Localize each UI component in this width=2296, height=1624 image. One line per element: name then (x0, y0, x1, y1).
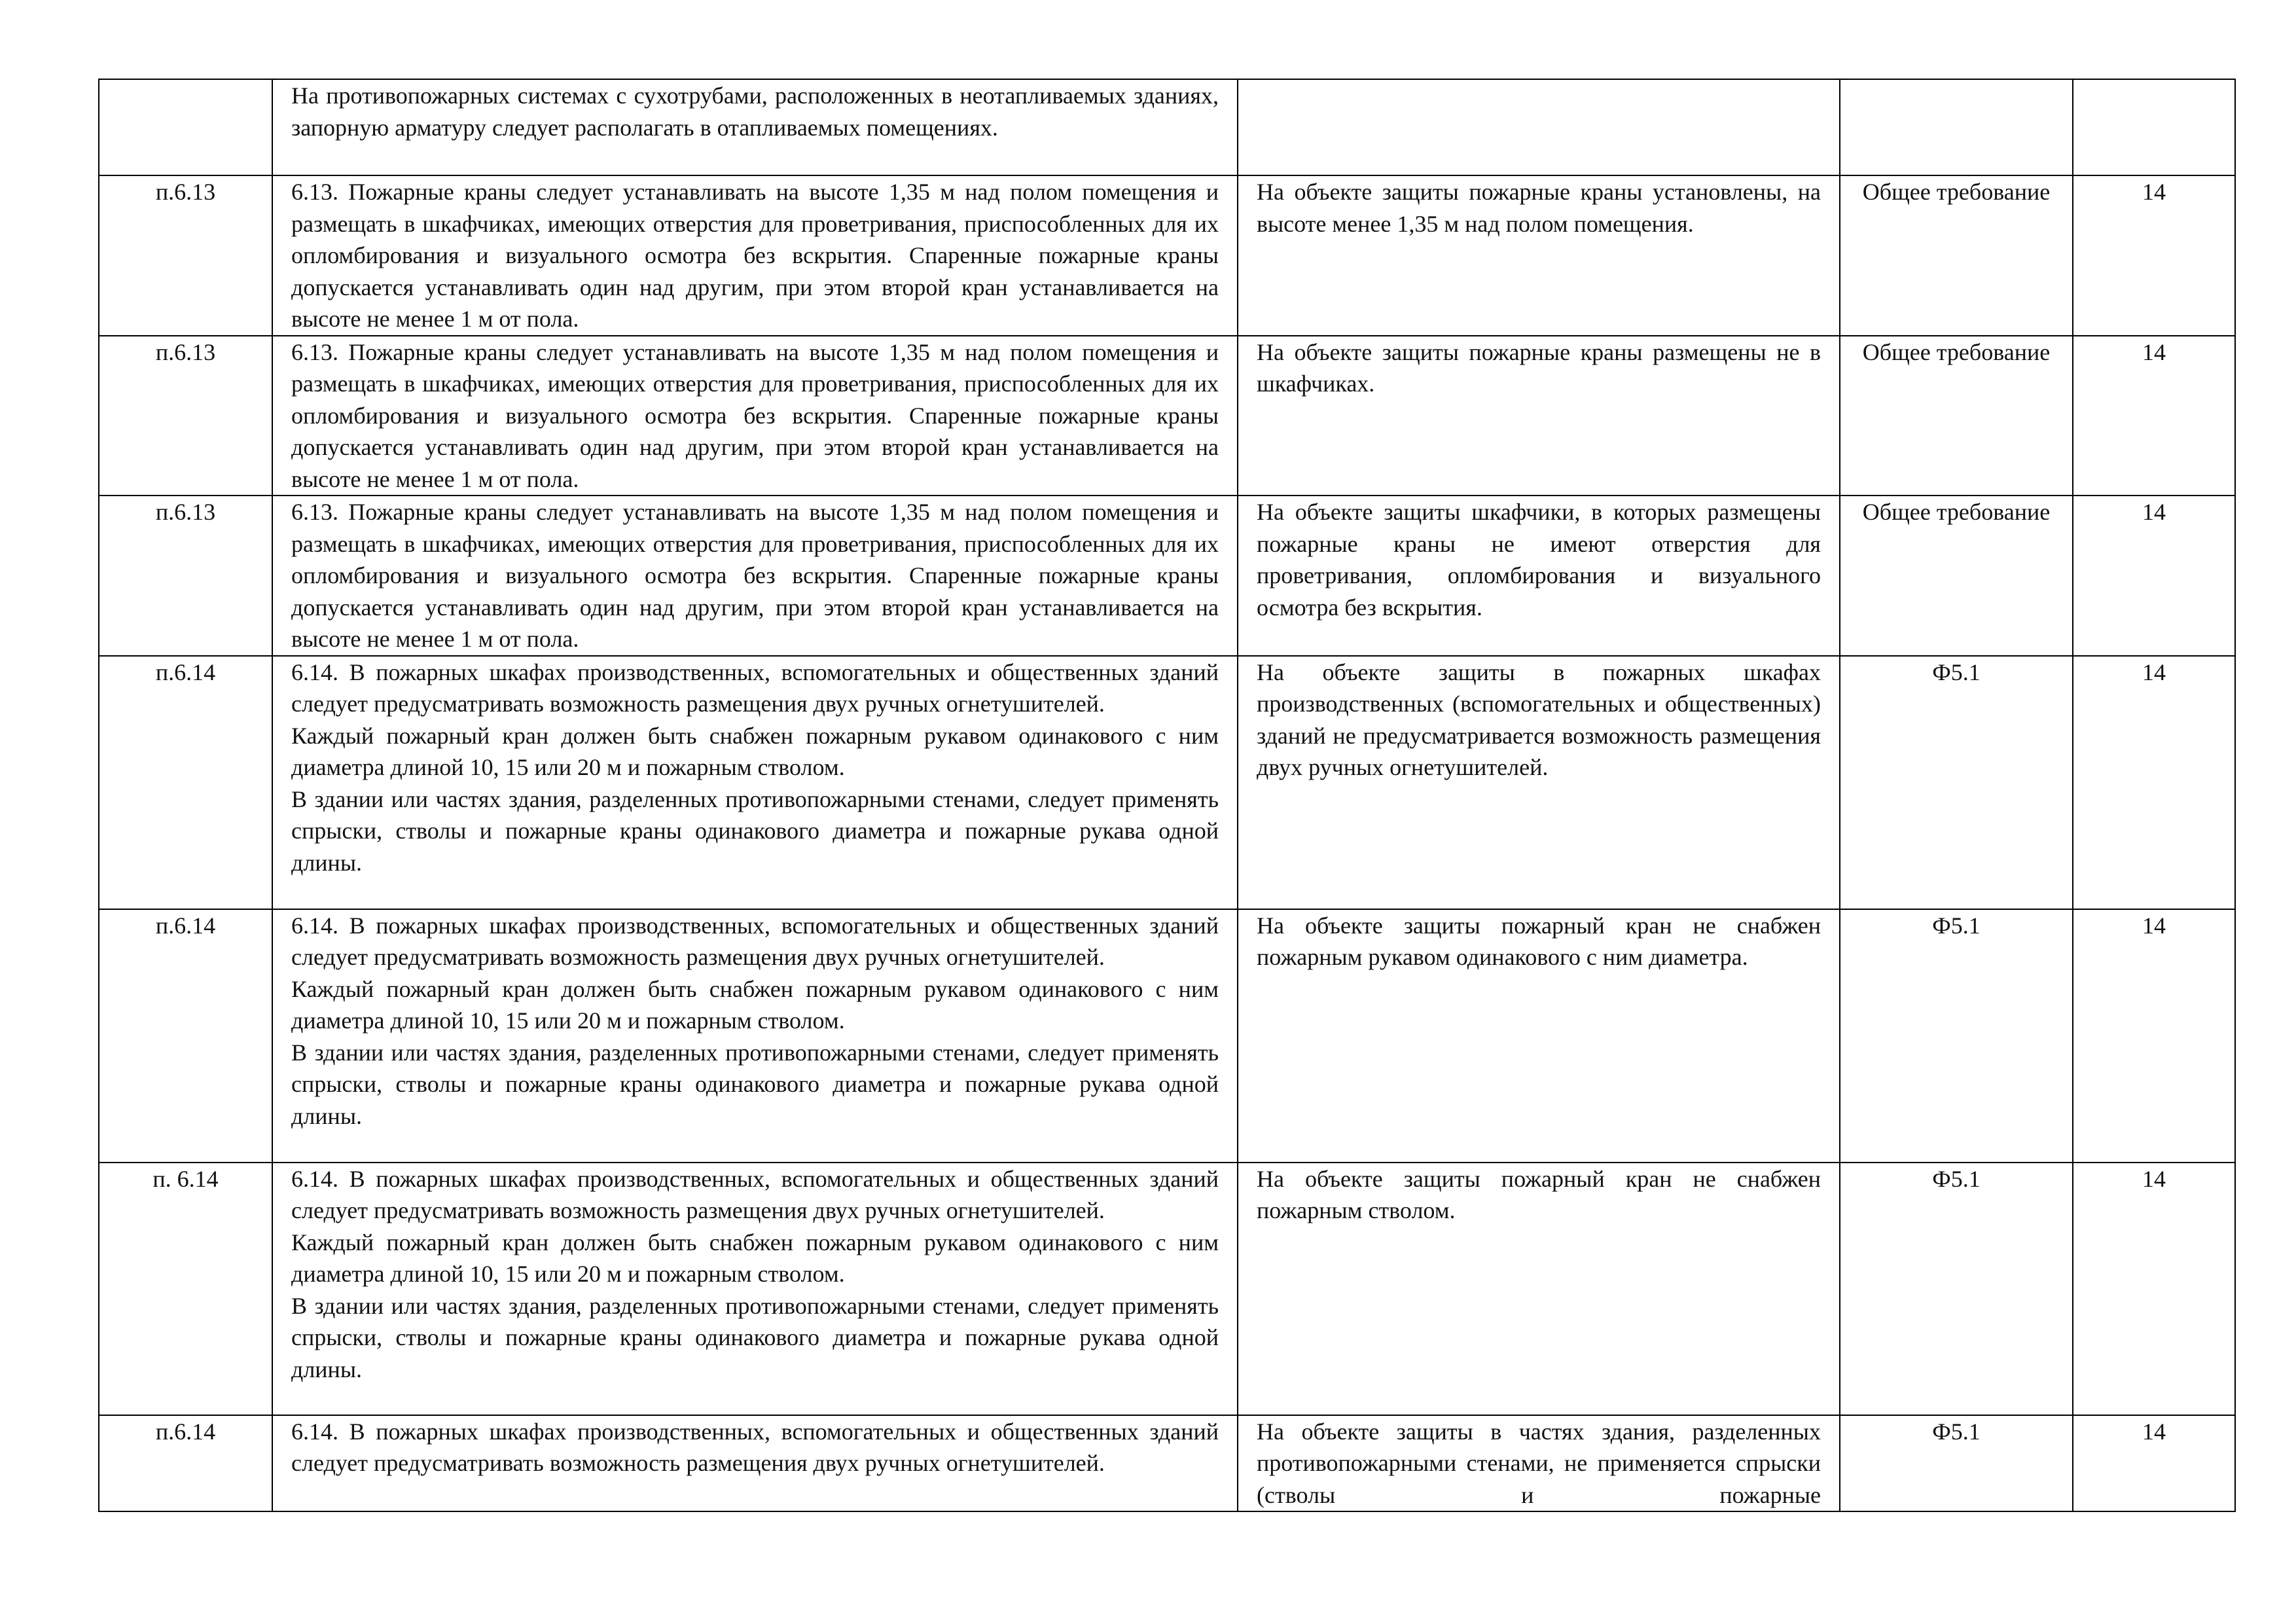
requirement-paragraph: 6.14. В пожарных шкафах производственных, вспомогательных и общественных зданий следует предусматривать возможность размещения двух ручных огнетушителей. (291, 1418, 1219, 1476)
violation-text: На объекте защиты пожарные краны размещены не в шкафчиках. (1257, 338, 1821, 397)
number-cell: 14 (2073, 1163, 2235, 1415)
violation-text: На объекте защиты пожарный кран не снабжен пожарным стволом. (1257, 1165, 1821, 1223)
requirement-cell (272, 496, 1238, 656)
clause-cell: п.6.14 (99, 656, 272, 909)
clause-cell (99, 79, 272, 175)
scope-cell: Общее требование (1840, 496, 2073, 656)
requirement-paragraph: Каждый пожарный кран должен быть снабжен пожарным рукавом одинакового с ним диаметра длиной 10, 15 или 20 м и пожарным стволом. (291, 975, 1219, 1034)
requirements-table (98, 79, 2236, 1512)
number-cell (2073, 79, 2235, 175)
violation-cell (1238, 1163, 1840, 1415)
requirement-paragraph: Каждый пожарный кран должен быть снабжен пожарным рукавом одинакового с ним диаметра длиной 10, 15 или 20 м и пожарным стволом. (291, 722, 1219, 780)
number-cell: 14 (2073, 656, 2235, 909)
clause-cell: п.6.14 (99, 909, 272, 1163)
table-row (99, 656, 2235, 909)
requirement-paragraph: Каждый пожарный кран должен быть снабжен пожарным рукавом одинакового с ним диаметра длиной 10, 15 или 20 м и пожарным стволом. (291, 1229, 1219, 1287)
clause-cell: п. 6.14 (99, 1163, 272, 1415)
requirement-paragraph: 6.14. В пожарных шкафах производственных, вспомогательных и общественных зданий следует предусматривать возможность размещения двух ручных огнетушителей. (291, 1165, 1219, 1223)
violation-text: На объекте защиты пожарный кран не снабжен пожарным рукавом одинакового с ним диаметра. (1257, 912, 1821, 970)
violation-cell (1238, 1415, 1840, 1512)
number-cell: 14 (2073, 1415, 2235, 1512)
scope-cell: Ф5.1 (1840, 656, 2073, 909)
requirement-cell (272, 336, 1238, 496)
scope-cell: Ф5.1 (1840, 909, 2073, 1163)
table-row (99, 909, 2235, 1163)
violation-cell (1238, 909, 1840, 1163)
requirement-cell (272, 175, 1238, 336)
requirement-cell (272, 656, 1238, 909)
violation-cell (1238, 175, 1840, 336)
requirement-paragraph: 6.13. Пожарные краны следует устанавливать на высоте 1,35 м над полом помещения и размещать в шкафчиках, имеющих отверстия для проветривания, приспособленных для их опломбирования и визуального осмотра без вскрытия. Спаренные пожарные краны допускается устанавливать один над другим, при этом второй кран устанавливается на высоте не менее 1 м от пола. (291, 499, 1219, 652)
table-row (99, 175, 2235, 336)
requirement-paragraph: На противопожарных системах с сухотрубами, расположенных в неотапливаемых зданиях, запорную арматуру следует располагать в отапливаемых помещениях. (291, 82, 1219, 141)
clause-cell: п.6.13 (99, 175, 272, 336)
number-cell: 14 (2073, 175, 2235, 336)
violation-text: На объекте защиты в пожарных шкафах производственных (вспомогательных и общественных) зданий не предусматривается возможность размещения двух ручных огнетушителей. (1257, 659, 1821, 780)
scope-cell: Общее требование (1840, 175, 2073, 336)
requirement-paragraph: В здании или частях здания, разделенных противопожарными стенами, следует применять спрыски, стволы и пожарные краны одинакового диаметра и пожарные рукава одной длины. (291, 1039, 1219, 1129)
clause-cell: п.6.13 (99, 336, 272, 496)
requirement-paragraph: 6.13. Пожарные краны следует устанавливать на высоте 1,35 м над полом помещения и размещать в шкафчиках, имеющих отверстия для проветривания, приспособленных для их опломбирования и визуального осмотра без вскрытия. Спаренные пожарные краны допускается устанавливать один над другим, при этом второй кран устанавливается на высоте не менее 1 м от пола. (291, 179, 1219, 332)
requirement-paragraph: 6.14. В пожарных шкафах производственных, вспомогательных и общественных зданий следует предусматривать возможность размещения двух ручных огнетушителей. (291, 912, 1219, 970)
table-row (99, 1415, 2235, 1512)
scope-cell: Общее требование (1840, 336, 2073, 496)
scope-cell (1840, 79, 2073, 175)
table-row (99, 336, 2235, 496)
violation-text: На объекте защиты шкафчики, в которых размещены пожарные краны не имеют отверстия для проветривания, опломбирования и визуального осмотра без вскрытия. (1257, 499, 1821, 621)
requirement-cell (272, 1415, 1238, 1512)
violation-cell (1238, 496, 1840, 656)
number-cell: 14 (2073, 336, 2235, 496)
violation-text: На объекте защиты в частях здания, разделенных противопожарными стенами, не применяется спрыски (стволы и пожарные (1257, 1418, 1821, 1508)
requirement-cell (272, 909, 1238, 1163)
requirement-paragraph: 6.14. В пожарных шкафах производственных, вспомогательных и общественных зданий следует предусматривать возможность размещения двух ручных огнетушителей. (291, 659, 1219, 717)
table-row (99, 79, 2235, 175)
violation-cell (1238, 656, 1840, 909)
scope-cell: Ф5.1 (1840, 1163, 2073, 1415)
violation-text: На объекте защиты пожарные краны установлены, на высоте менее 1,35 м над полом помещения. (1257, 179, 1821, 237)
requirement-paragraph: В здании или частях здания, разделенных противопожарными стенами, следует применять спрыски, стволы и пожарные краны одинакового диаметра и пожарные рукава одной длины. (291, 1292, 1219, 1382)
requirement-cell (272, 1163, 1238, 1415)
scope-cell: Ф5.1 (1840, 1415, 2073, 1512)
clause-cell: п.6.13 (99, 496, 272, 656)
number-cell: 14 (2073, 909, 2235, 1163)
requirement-paragraph: 6.13. Пожарные краны следует устанавливать на высоте 1,35 м над полом помещения и размещать в шкафчиках, имеющих отверстия для проветривания, приспособленных для их опломбирования и визуального осмотра без вскрытия. Спаренные пожарные краны допускается устанавливать один над другим, при этом второй кран устанавливается на высоте не менее 1 м от пола. (291, 338, 1219, 492)
requirement-paragraph: В здании или частях здания, разделенных противопожарными стенами, следует применять спрыски, стволы и пожарные краны одинакового диаметра и пожарные рукава одной длины. (291, 785, 1219, 876)
table-row (99, 1163, 2235, 1415)
violation-cell (1238, 336, 1840, 496)
number-cell: 14 (2073, 496, 2235, 656)
table-row (99, 496, 2235, 656)
clause-cell: п.6.14 (99, 1415, 272, 1512)
table-body (99, 79, 2235, 1511)
requirement-cell (272, 79, 1238, 175)
violation-cell (1238, 79, 1840, 175)
